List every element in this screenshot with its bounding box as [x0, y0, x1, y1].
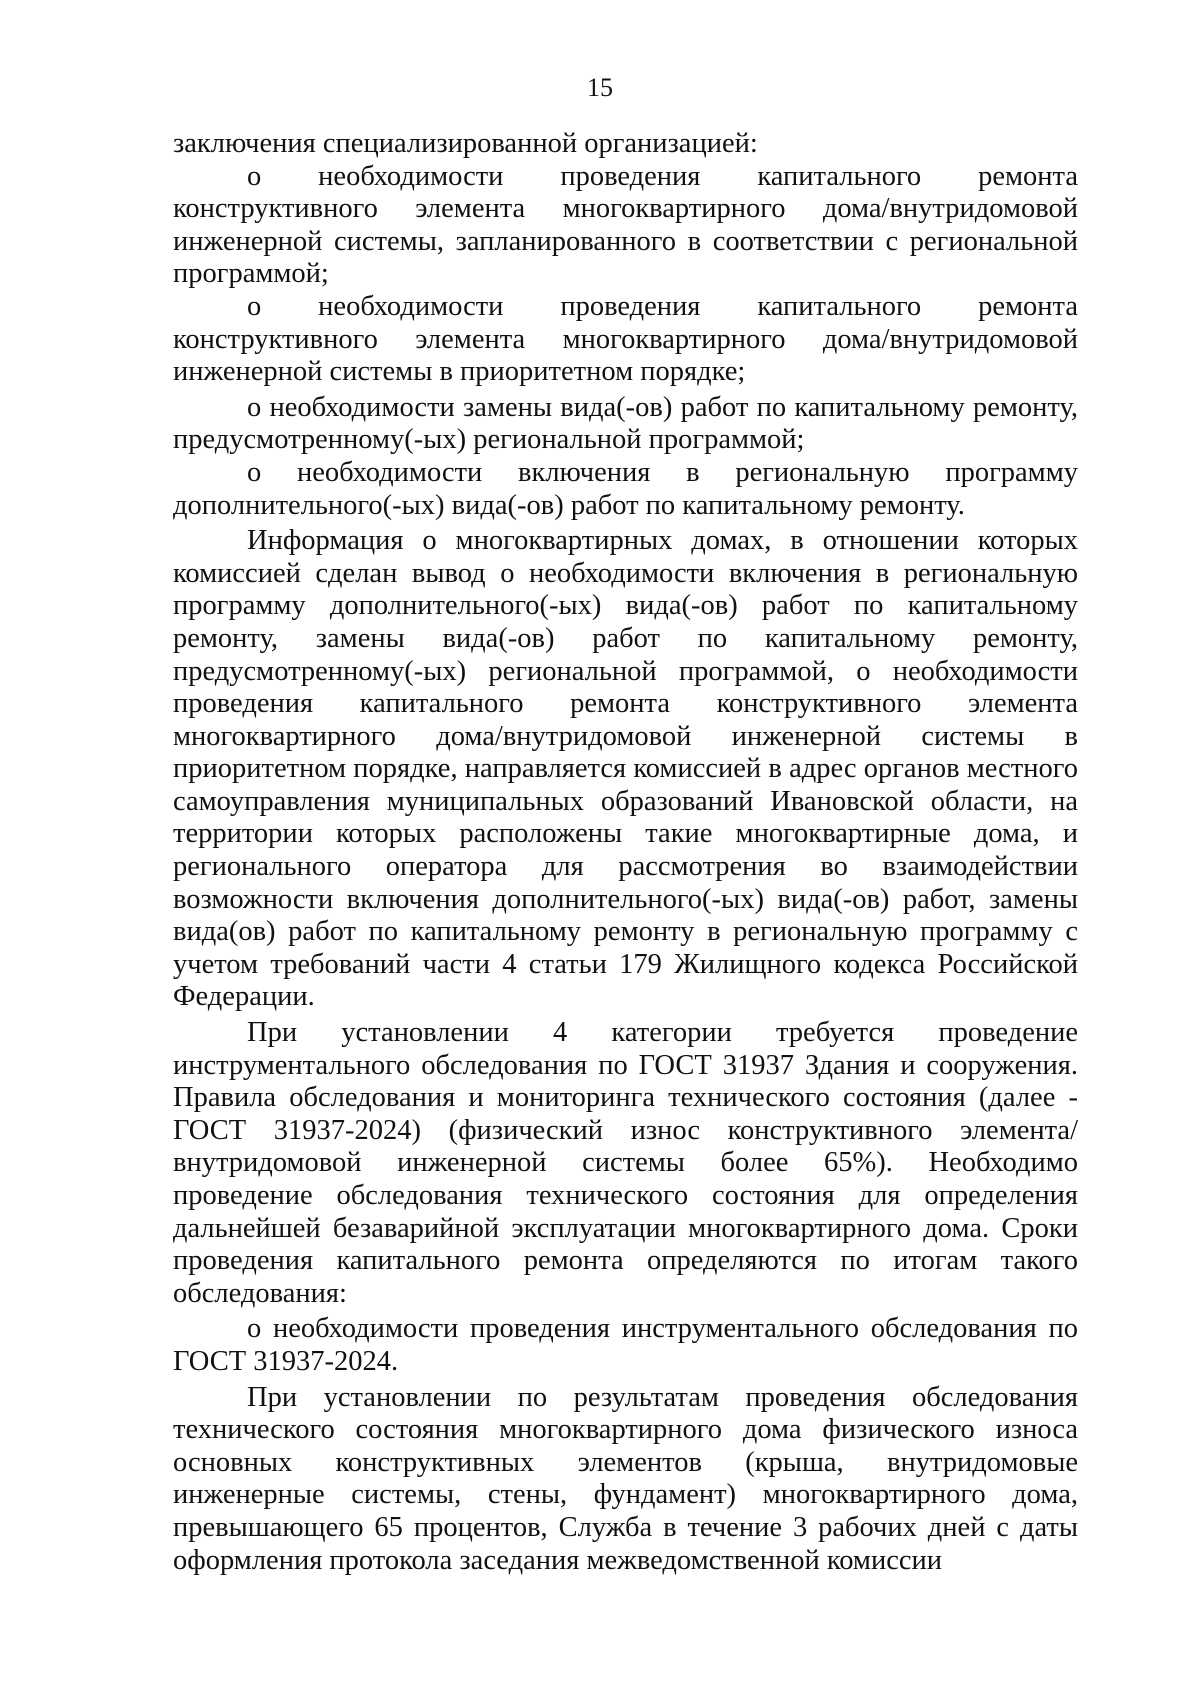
- page-number: 15: [587, 73, 613, 102]
- paragraph-information: Информация о многоквартирных домах, в отношении которых комиссией сделан вывод о необходимости включения в региональную программу дополнительного(-ых) вида(-ов) работ по капитальному ремонту, замены вида(-ов) работ по капитальному ремонту, предусмотренному(-ых) региональной программой, о необходимости проведения капитального ремонта конструктивного элемента многоквартирного дома/внутридомовой инженерной системы в приоритетном порядке, направляется комиссией в адрес органов местного самоуправления муниципальных образований Ивановской области, на территории которых расположены такие многоквартирные дома, и регионального оператора для рассмотрения во взаимодействии возможности включения дополнительного(-ых) вида(-ов) работ, замены вида(ов) работ по капитальному ремонту в региональную программу с учетом требований части 4 статьи 179 Жилищного кодекса Российской Федерации.: [173, 525, 1078, 1013]
- paragraph-bullet-priority-repair: о необходимости проведения капитального ремонта конструктивного элемента многоквартирного дома/внутридомовой инженерной системы в приоритетном порядке;: [173, 290, 1078, 388]
- paragraph-category-4: При установлении 4 категории требуется проведение инструментального обследования по ГОСТ 31937 Здания и сооружения. Правила обследования и мониторинга технического состояния (далее - ГОСТ 31937-2024) (физический износ конструктивного элемента/внутридомовой инженерной системы более 65%). Необходимо проведение обследования технического состояния для определения дальнейшей безаварийной эксплуатации многоквартирного дома. Сроки проведения капитального ремонта определяются по итогам такого обследования:: [173, 1017, 1078, 1309]
- paragraph-bullet-replace-works: о необходимости замены вида(-ов) работ по капитальному ремонту, предусмотренному(-ых) региональной программой;: [173, 391, 1078, 456]
- paragraph-continuation: заключения специализированной организацией:: [173, 128, 758, 159]
- paragraph-wear-over-65: При установлении по результатам проведения обследования технического состояния многоквартирного дома физического износа основных конструктивных элементов (крыша, внутридомовые инженерные системы, стены, фундамент) многоквартирного дома, превышающего 65 процентов, Служба в течение 3 рабочих дней с даты оформления протокола заседания межведомственной комиссии: [173, 1381, 1078, 1576]
- paragraph-bullet-include-works: о необходимости включения в региональную программу дополнительного(-ых) вида(-ов) работ по капитальному ремонту.: [173, 456, 1078, 521]
- paragraph-bullet-instrumental-survey: о необходимости проведения инструментального обследования по ГОСТ 31937-2024.: [173, 1313, 1078, 1377]
- paragraph-bullet-planned-repair: о необходимости проведения капитального ремонта конструктивного элемента многоквартирного дома/внутридомовой инженерной системы, запланированного в соответствии с региональной программой;: [173, 160, 1078, 290]
- document-body: [173, 128, 1078, 1577]
